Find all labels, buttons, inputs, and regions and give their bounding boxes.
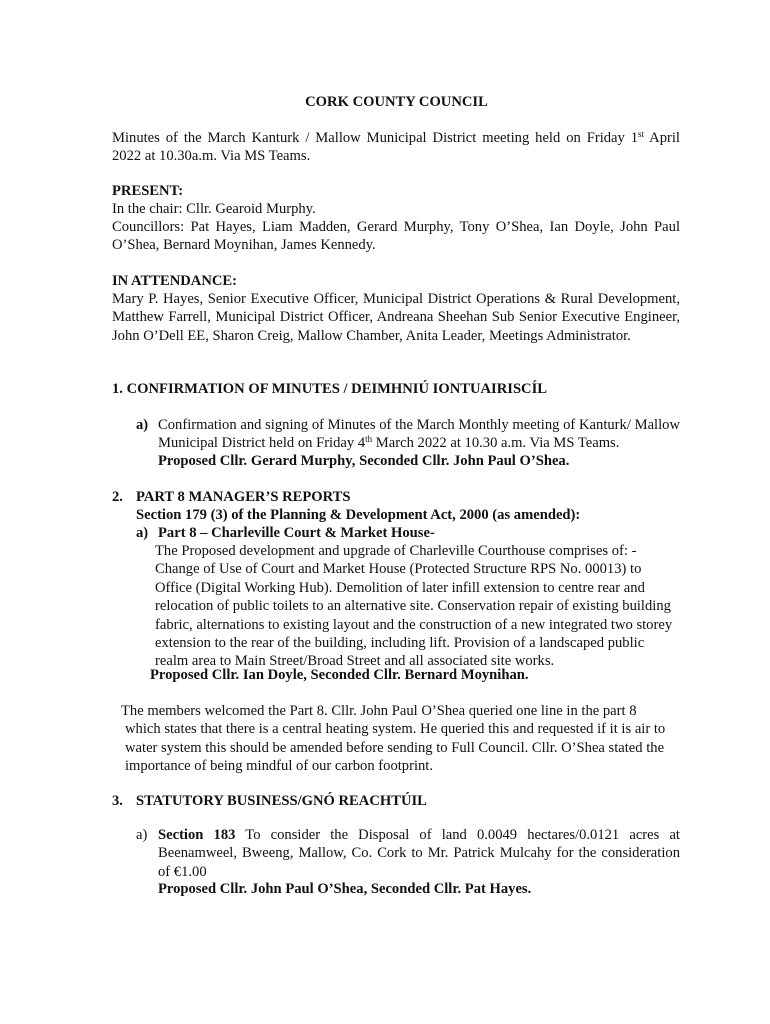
section1-proposed: Proposed Cllr. Gerard Murphy, Seconded Cllr. John Paul O’Shea. xyxy=(158,453,570,469)
section2-heading: PART 8 MANAGER’S REPORTS xyxy=(136,489,351,505)
section3-item-bold: Section 183 xyxy=(158,827,236,843)
section2-discussion xyxy=(121,702,691,776)
attendance-heading: IN ATTENDANCE: xyxy=(112,273,238,289)
intro-text-2: April 2022 at 10.30a.m. Via MS Teams. xyxy=(112,130,680,165)
section1-heading: 1. CONFIRMATION OF MINUTES / DEIMHNIÚ IONTUAIRISCÍL xyxy=(112,381,548,397)
intro-text-1: Minutes of the March Kanturk / Mallow Municipal District meeting held on Friday 1 xyxy=(112,130,639,146)
section2-number: 2. xyxy=(112,489,123,505)
body-line: Change of Use of Court and Market House (Protected Structure RPS No. 00013) to xyxy=(155,561,642,578)
section3-item-label: a) xyxy=(136,827,148,843)
section2-item-body xyxy=(155,542,685,671)
section1-item-text-2: March 2022 at 10.30 a.m. Via MS Teams. xyxy=(372,435,620,452)
body-line: realm area to Main Street/Broad Street and all associated site works. xyxy=(155,653,555,670)
section2-subheading: Section 179 (3) of the Planning & Development Act, 2000 (as amended): xyxy=(136,507,581,523)
section3-proposed: Proposed Cllr. John Paul O’Shea, Seconded Cllr. Pat Hayes. xyxy=(158,881,532,897)
discussion-line: which states that there is a central heating system. He queried this and requested if it is air to xyxy=(125,721,666,738)
councillors-list: Councillors: Pat Hayes, Liam Madden, Gerard Murphy, Tony O’Shea, Ian Doyle, John Paul O’Shea, Bernard Moynihan, James Kennedy. xyxy=(112,219,680,254)
section2-item-label: a) xyxy=(136,525,149,541)
discussion-line: The members welcomed the Part 8. Cllr. John Paul O’Shea queried one line in the part 8 xyxy=(121,703,637,719)
body-line: extension to the rear of the building, including lift. Provision of a landscaped public xyxy=(155,635,645,652)
section2-proposed: Proposed Cllr. Ian Doyle, Seconded Cllr. Bernard Moynihan. xyxy=(150,667,529,683)
intro-superscript: st xyxy=(638,129,645,139)
meeting-intro xyxy=(112,129,680,166)
section3-number: 3. xyxy=(112,793,123,809)
section3-heading: STATUTORY BUSINESS/GNÓ REACHTÚIL xyxy=(136,793,427,809)
attendance-text: Mary P. Hayes, Senior Executive Officer, Municipal District Operations & Rural Development, Matthew Farrell, Municipal District Officer, Andreana Sheehan Sub Senior Executive Engineer, John O’Dell EE, Sharon Creig, Mallow Chamber, Anita Leader, Meetings Administrator. xyxy=(112,291,680,344)
section2-item-title: Part 8 – Charleville Court & Market House- xyxy=(158,525,435,541)
body-line: relocation of public toilets to an alternative site. Conservation repair of existing building xyxy=(155,598,671,615)
discussion-line: importance of being mindful of our carbon footprint. xyxy=(125,758,434,775)
present-heading: PRESENT: xyxy=(112,183,184,199)
chair-line: In the chair: Cllr. Gearoid Murphy. xyxy=(112,201,316,217)
body-line: The Proposed development and upgrade of Charleville Courthouse comprises of: - xyxy=(155,543,637,559)
section1-item-label: a) xyxy=(136,417,149,433)
section1-item-superscript: th xyxy=(365,434,373,445)
page-title: CORK COUNTY COUNCIL xyxy=(305,94,488,110)
body-line: fabric, alternations to existing layout and the construction of a new integrated two storey xyxy=(155,616,673,633)
section3-item-text xyxy=(158,826,680,881)
section1-item-text-1: Confirmation and signing of Minutes of the March Monthly meeting of Kanturk/ Mallow Municipal District held on Friday 4 xyxy=(158,417,680,452)
section1-item-text xyxy=(158,416,680,453)
body-line: Office (Digital Working Hub). Demolition of later infill extension to centre rear and xyxy=(155,579,645,596)
discussion-line: water system this should be amended before sending to Full Council. Cllr. O’Shea stated the xyxy=(125,739,665,756)
section3-item-body: To consider the Disposal of land 0.0049 hectares/0.0121 acres at Beenamweel, Bweeng, Mallow, Co. Cork to Mr. Patrick Mulcahy for the consideration of €1.00 xyxy=(158,827,680,880)
